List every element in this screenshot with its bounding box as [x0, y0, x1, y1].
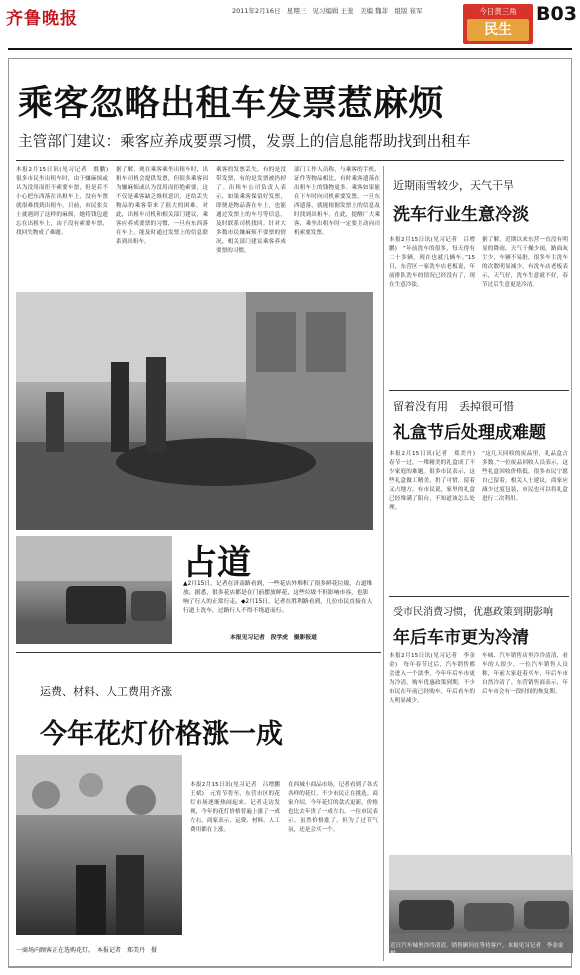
- header-rule: [8, 48, 572, 50]
- lantern-kicker: 运费、材料、人工费用齐涨: [40, 685, 172, 698]
- car-showroom-photo: [389, 855, 573, 953]
- section-badge-main: 民生: [467, 19, 529, 41]
- zhandao-caption: ▲2月15日，记者在济南路看到，一些花店外堆积了很多鲜花垃圾，占道堆放。据悉，很多花店都是在门前摆放鲜花，这些垃圾不但影响市容，也影响了行人的正常行走。◆2月15日，记者在胜利路看到，几位市民直接在人行道上洗车，过路行人不得不绕道而行。: [183, 581, 373, 614]
- page-number: B03: [536, 3, 577, 25]
- footer-rule: [8, 966, 572, 967]
- newspaper-logo: 齐鲁晚报: [6, 9, 78, 29]
- street-garbage-photo: [16, 292, 373, 530]
- right-column-divider: [383, 166, 384, 961]
- wash-column-2: 据了解，近期以来东营一直没有明显的降雨，天气干燥少雨，路面灰尘少，车辆不易脏，很多车主洗车的次数明显减少。有洗车店老板表示，天气好，洗车生意就不好，春节过后生意更是冷清。: [482, 237, 568, 288]
- gift-column-2: “这几天回收的废品里，礼品盒占多数。”一位废品回收人员表示，这些礼盒回收价格低，很多市民宁愿自己留着。相关人士建议，商家应减少过度包装，市民也可以将礼盒进行二次利用。: [482, 451, 568, 502]
- car-column-1: 本报2月15日讯(见习记者 李金金) 每年春节过后，汽车销售都会进入一个淡季，今年年后车市更为冷清。购车优惠政策到期，不少市民在年前已经购车，年后看车的人明显减少。: [389, 653, 475, 704]
- street-car-illustration: [16, 536, 172, 644]
- lantern-column-2: 在西城小商品市场，记者看到了各式各样的花灯，不少市民正在挑选。商家介绍，今年花灯的款式更新，价格也比去年贵了一成左右。一位市民表示，虽然价格涨了，但为了过节气氛，还是会买一个。: [288, 782, 378, 833]
- lead-column-3: 乘客的发票丢失，有的是没带发票，有的是发票被扔掉了。出租车公司负责人表示，如果乘客保留好发票，即便是物品落在车上，也能通过发票上的车号等信息，及时联系司机找回。针对大多数市民嫌麻烦不要票的情况，相关部门建议乘客养成要票的习惯。: [216, 167, 286, 254]
- issue-weekday: 星期三: [286, 7, 307, 15]
- street-garbage-illustration: [16, 292, 373, 530]
- car-column-2: 车城、汽车销售店里冷冷清清，看车的人很少。一位汽车销售人员称，年前大家赶着买车，年后车市自然冷清了。东营销售商表示，年后车市会有一段时间的恢复期。: [482, 653, 568, 695]
- wash-column-1: 本报2月15日讯(见习记者 吕增鹏) “年前洗车的很多，每天得有二十多辆，现在也就几辆车。”15日，东营区一家洗车店老板说，年前排队洗车的情况已经没有了，现在生意冷淡。: [389, 237, 475, 288]
- gift-kicker: 留着没有用 丢掉很可惜: [393, 400, 514, 413]
- issue-date: 2011年2月16日: [232, 7, 281, 15]
- lead-column-1: 本报2月15日讯(见习记者 殷鹏) 很多市民坐出租车时，由于嫌麻烦或认为没用而拒不索要车票，但是若不小心把东西落在出租车上，没有车票就很难找到出租车。日前，市民张女士就遇到了这样的麻烦，她将钱包遗忘在出租车上，由于没有索要车票，找回失物成了难题。: [16, 167, 114, 236]
- zhandao-credit: 本报见习记者 段学虎 摄影报道: [230, 635, 317, 641]
- gift-column-1: 本报2月15日讯(记者 郑美丹) 春节一过，一堆精美的礼盒成了不少家庭的难题。很多市民表示，这些礼盒做工精美，扔了可惜，留着又占地方。有市民说，家里的礼盒已经堆满了阳台，不知道该怎么处理。: [389, 451, 481, 511]
- car-showroom-illustration: [389, 855, 573, 953]
- wash-headline: 洗车行业生意冷淡: [393, 205, 529, 225]
- gift-headline: 礼盒节后处理成难题: [393, 423, 546, 443]
- lead-column-4: 部门工作人员称，与乘客的手机、证件等物品相比，有时乘客遗落在出租车上的钱物更多。乘客如果能在下车时向司机索要发票，一旦东西遗落，就能根据发票上的信息及时找到出租车。在此，提醒广大乘客，乘坐出租车时一定要主动向司机索要发票。: [294, 167, 380, 236]
- gift-rule: [389, 390, 569, 391]
- zhandao-title: 占道: [183, 543, 251, 583]
- section-badge-top: 今日黄三角: [479, 7, 517, 16]
- lantern-illustration: [16, 755, 182, 935]
- wash-kicker: 近期雨雪较少，天气干旱: [393, 179, 514, 192]
- lantern-column-1: 本报2月15日讯(见习记者 吕增鹏 王斌) 元宵节将至，东营市区的花灯市场逐渐热闹起来。记者走访发现，今年的花灯价格普遍上涨了一成左右，商家表示，运费、材料、人工费用都在上涨。: [190, 782, 286, 833]
- car-rule: [389, 596, 569, 597]
- issue-meta: [232, 6, 423, 15]
- issue-staff: 见习编辑 王斐 美编 魏菲 组版 崔军: [312, 7, 423, 15]
- lantern-photo-caption: 一商场内顾客正在选购花灯。 本报记者 郑美丹 摄: [16, 947, 158, 954]
- car-kicker: 受市民消费习惯，优惠政策到期影响: [393, 607, 553, 618]
- lantern-headline: 今年花灯价格涨一成: [40, 719, 283, 750]
- lead-headline: 乘客忽略出租车发票惹麻烦: [18, 83, 445, 124]
- street-car-photo: [16, 536, 172, 644]
- car-headline: 年后车市更为冷清: [393, 628, 529, 648]
- lantern-photo: [16, 755, 182, 935]
- lead-column-2: 据了解，现在乘客乘坐出租车时，出租车司机会提供发票，但很多乘客因为嫌麻烦或认为没用而拒绝索要，这不仅是乘客缺乏维权意识，还给丢失物品的乘客带来了很大的困难。对此，出租车司机和相关部门建议，乘客应养成要票的习惯，一旦有东西落在车上，能及时通过发票上的信息联系到出租车。: [116, 167, 208, 245]
- lead-rule: [16, 160, 564, 161]
- car-photo-caption: 近日汽车城里冷冷清清，销售顾问在等待客户。本报见习记者 李金金 摄: [390, 943, 570, 957]
- section-badge: [463, 4, 533, 44]
- lead-subhead: 主管部门建议：乘客应养成要票习惯，发票上的信息能帮助找到出租车: [18, 133, 471, 150]
- lantern-rule: [16, 652, 381, 653]
